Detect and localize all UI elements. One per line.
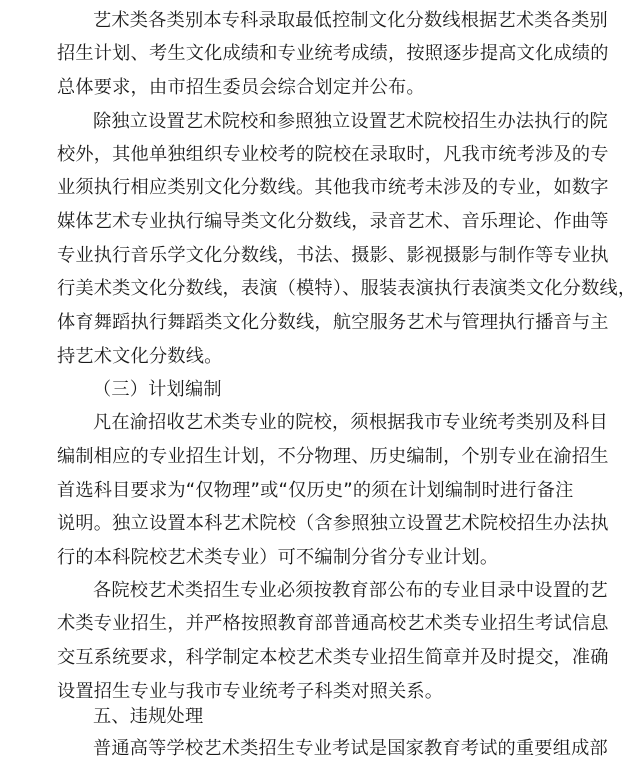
paragraph-line: 编制相应的专业招生计划，不分物理、历史编制，个别专业在渝招生 [57, 446, 609, 467]
paragraph-line: 体育舞蹈执行舞蹈类文化分数线，航空服务艺术与管理执行播音与主 [57, 312, 609, 333]
paragraph-line: 招生计划、考生文化成绩和专业统考成绩，按照逐步提高文化成绩的 [57, 43, 609, 64]
paragraph-line: 业须执行相应类别文化分数线。其他我市统考未涉及的专业，如数字 [57, 177, 609, 198]
paragraph-line: 普通高等学校艺术类招生专业考试是国家教育考试的重要组成部 [93, 738, 608, 759]
paragraph-line: 艺术类各类别本专科录取最低控制文化分数线根据艺术类各类别 [93, 10, 608, 31]
paragraph-line: 首选科目要求为“仅物理”或“仅历史”的须在计划编制时进行备注 [57, 480, 574, 501]
section-heading: 五、违规处理 [93, 706, 204, 727]
paragraph-line: 总体要求，由市招生委员会综合划定并公布。 [57, 77, 425, 98]
paragraph-line: 行的本科院校艺术类专业）可不编制分省分专业计划。 [57, 547, 499, 568]
paragraph-line: 术类专业招生，并严格按照教育部普通高校艺术类专业招生考试信息 [57, 613, 609, 634]
paragraph-line: 说明。独立设置本科艺术院校（含参照独立设置艺术院校招生办法执 [57, 513, 609, 534]
paragraph-line: 媒体艺术专业执行编导类文化分数线，录音艺术、音乐理论、作曲等 [57, 211, 609, 232]
paragraph-line: 交互系统要求，科学制定本校艺术类专业招生简章并及时提交，准确 [57, 647, 609, 668]
paragraph-line: 行美术类文化分数线，表演（模特）、服装表演执行表演类文化分数线， [57, 278, 636, 299]
section-heading: （三）计划编制 [93, 379, 222, 400]
paragraph-line: 专业执行音乐学文化分数线，书法、摄影、影视摄影与制作等专业执 [57, 245, 609, 266]
paragraph-line: 校外，其他单独组织专业校考的院校在录取时，凡我市统考涉及的专 [57, 144, 609, 165]
paragraph-line: 凡在渝招收艺术类专业的院校，须根据我市专业统考类别及科目 [93, 412, 608, 433]
paragraph-line: 设置招生专业与我市专业统考子科类对照关系。 [57, 681, 444, 702]
paragraph-line: 除独立设置艺术院校和参照独立设置艺术院校招生办法执行的院 [93, 111, 608, 132]
paragraph-line: 各院校艺术类招生专业必须按教育部公布的专业目录中设置的艺 [93, 580, 608, 601]
paragraph-line: 持艺术文化分数线。 [57, 346, 223, 367]
